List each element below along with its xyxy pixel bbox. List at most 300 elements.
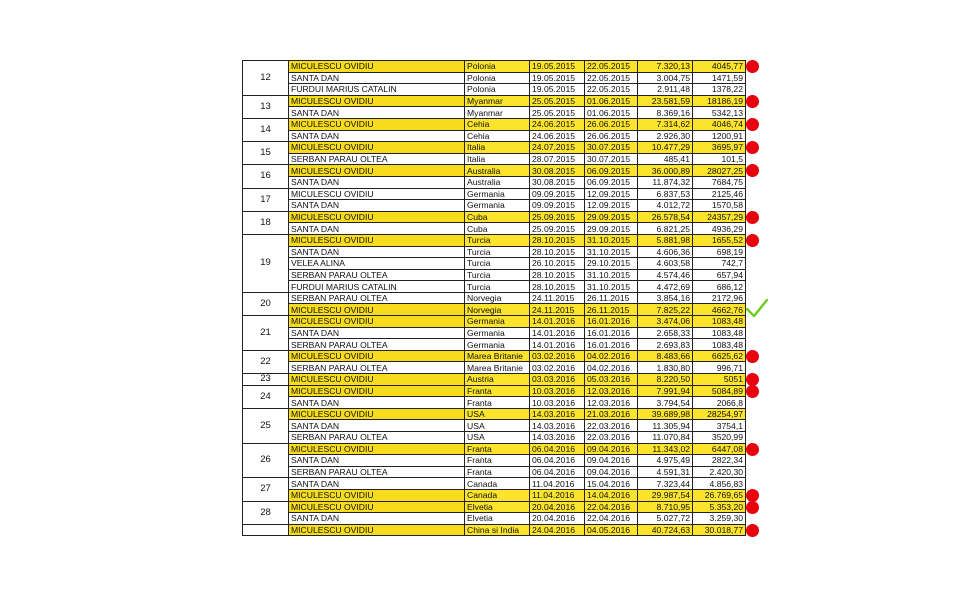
country-cell: Marea Britanie — [465, 362, 530, 374]
group-number: 20 — [243, 292, 289, 315]
red-dot-mark — [746, 373, 759, 386]
date-to-cell: 31.10.2015 — [585, 281, 638, 293]
person-name-cell: SANTA DAN — [289, 200, 465, 212]
date-to-cell: 09.04.2016 — [585, 455, 638, 467]
date-to-cell: 16.01.2016 — [585, 339, 638, 351]
person-name-cell: SERBAN PARAU OLTEA — [289, 362, 465, 374]
person-name-cell: MICULESCU OVIDIU — [289, 95, 465, 107]
table-row — [243, 362, 746, 374]
person-name-cell: MICULESCU OVIDIU — [289, 304, 465, 316]
amount-total-cell: 8.220,50 — [638, 374, 693, 386]
amount-diurna-cell: 4662,76 — [693, 304, 746, 316]
table-row — [243, 72, 746, 84]
country-cell: Austria — [465, 374, 530, 386]
date-from-cell: 30.08.2015 — [530, 176, 585, 188]
date-from-cell: 06.04.2016 — [530, 466, 585, 478]
amount-total-cell: 2.693,83 — [638, 339, 693, 351]
red-dot-mark — [746, 524, 759, 537]
country-cell: Franta — [465, 466, 530, 478]
amount-diurna-cell: 5.353,20 — [693, 501, 746, 513]
date-from-cell: 24.07.2015 — [530, 142, 585, 154]
date-from-cell: 19.05.2015 — [530, 84, 585, 96]
amount-diurna-cell: 7684,75 — [693, 176, 746, 188]
date-from-cell: 19.05.2015 — [530, 61, 585, 73]
date-to-cell: 22.05.2015 — [585, 72, 638, 84]
table-row — [243, 84, 746, 96]
table-row — [243, 107, 746, 119]
table-row — [243, 304, 746, 316]
group-number: 14 — [243, 118, 289, 141]
amount-total-cell: 7.991,94 — [638, 385, 693, 397]
date-from-cell: 06.04.2016 — [530, 455, 585, 467]
amount-diurna-cell: 4936,29 — [693, 223, 746, 235]
person-name-cell: SERBAN PARAU OLTEA — [289, 466, 465, 478]
amount-diurna-cell: 3.259,30 — [693, 513, 746, 525]
date-to-cell: 31.10.2015 — [585, 269, 638, 281]
table-row — [243, 432, 746, 444]
person-name-cell: SANTA DAN — [289, 176, 465, 188]
person-name-cell: SANTA DAN — [289, 513, 465, 525]
person-name-cell: SANTA DAN — [289, 455, 465, 467]
person-name-cell: SERBAN PARAU OLTEA — [289, 153, 465, 165]
amount-total-cell: 485,41 — [638, 153, 693, 165]
amount-total-cell: 8.369,16 — [638, 107, 693, 119]
amount-diurna-cell: 742,7 — [693, 258, 746, 270]
group-number: 22 — [243, 350, 289, 373]
amount-total-cell: 4.606,36 — [638, 246, 693, 258]
table-row — [243, 316, 746, 328]
date-to-cell: 04.02.2016 — [585, 350, 638, 362]
amount-total-cell: 3.474,06 — [638, 316, 693, 328]
date-to-cell: 14.04.2016 — [585, 489, 638, 501]
country-cell: Italia — [465, 142, 530, 154]
amount-diurna-cell: 4046,74 — [693, 118, 746, 130]
person-name-cell: SANTA DAN — [289, 246, 465, 258]
amount-total-cell: 4.975,49 — [638, 455, 693, 467]
date-from-cell: 03.02.2016 — [530, 362, 585, 374]
group-number: 15 — [243, 142, 289, 165]
group-number: 21 — [243, 316, 289, 351]
red-dot-mark — [746, 385, 759, 398]
country-cell: Turcia — [465, 281, 530, 293]
amount-total-cell: 10.477,29 — [638, 142, 693, 154]
country-cell: Turcia — [465, 234, 530, 246]
table-row — [243, 223, 746, 235]
country-cell: Italia — [465, 153, 530, 165]
travel-expenses-table — [242, 60, 746, 536]
amount-diurna-cell: 28254,97 — [693, 408, 746, 420]
amount-diurna-cell: 30.018,77 — [693, 524, 746, 536]
amount-diurna-cell: 18186,19 — [693, 95, 746, 107]
table-row — [243, 327, 746, 339]
person-name-cell: MICULESCU OVIDIU — [289, 524, 465, 536]
amount-diurna-cell: 28027,25 — [693, 165, 746, 177]
table-row — [243, 246, 746, 258]
person-name-cell: MICULESCU OVIDIU — [289, 385, 465, 397]
person-name-cell: MICULESCU OVIDIU — [289, 408, 465, 420]
date-from-cell: 24.11.2015 — [530, 292, 585, 304]
date-from-cell: 25.09.2015 — [530, 223, 585, 235]
amount-total-cell: 3.794,54 — [638, 397, 693, 409]
amount-diurna-cell: 1200,91 — [693, 130, 746, 142]
date-to-cell: 16.01.2016 — [585, 316, 638, 328]
date-from-cell: 24.06.2015 — [530, 130, 585, 142]
date-from-cell: 09.09.2015 — [530, 188, 585, 200]
date-to-cell: 21.03.2016 — [585, 408, 638, 420]
date-from-cell: 25.09.2015 — [530, 211, 585, 223]
amount-diurna-cell: 1570,58 — [693, 200, 746, 212]
date-from-cell: 14.01.2016 — [530, 327, 585, 339]
date-to-cell: 09.04.2016 — [585, 443, 638, 455]
amount-total-cell: 36.000,89 — [638, 165, 693, 177]
country-cell: Germania — [465, 327, 530, 339]
country-cell: USA — [465, 432, 530, 444]
amount-total-cell: 29.987,54 — [638, 489, 693, 501]
table-row — [243, 420, 746, 432]
amount-diurna-cell: 24357,29 — [693, 211, 746, 223]
date-to-cell: 01.06.2015 — [585, 95, 638, 107]
group-number: 25 — [243, 408, 289, 443]
red-dot-mark — [746, 350, 759, 363]
date-from-cell: 26.10.2015 — [530, 258, 585, 270]
amount-total-cell: 11.343,02 — [638, 443, 693, 455]
group-number: 24 — [243, 385, 289, 408]
amount-diurna-cell: 4045,77 — [693, 61, 746, 73]
amount-diurna-cell: 3695,97 — [693, 142, 746, 154]
table-row — [243, 130, 746, 142]
amount-diurna-cell: 5051 — [693, 374, 746, 386]
country-cell: Marea Britanie — [465, 350, 530, 362]
red-dot-mark — [746, 234, 759, 247]
person-name-cell: FURDUI MARIUS CATALIN — [289, 84, 465, 96]
table-row — [243, 443, 746, 455]
table-row — [243, 339, 746, 351]
date-to-cell: 26.11.2015 — [585, 304, 638, 316]
table-row — [243, 176, 746, 188]
table-row — [243, 269, 746, 281]
person-name-cell: SERBAN PARAU OLTEA — [289, 339, 465, 351]
person-name-cell: MICULESCU OVIDIU — [289, 316, 465, 328]
red-dot-mark — [746, 141, 759, 154]
date-to-cell: 04.05.2016 — [585, 524, 638, 536]
date-to-cell: 22.05.2015 — [585, 84, 638, 96]
date-from-cell: 11.04.2016 — [530, 478, 585, 490]
table-row — [243, 489, 746, 501]
person-name-cell: MICULESCU OVIDIU — [289, 61, 465, 73]
table-row — [243, 61, 746, 73]
amount-diurna-cell: 698,19 — [693, 246, 746, 258]
date-to-cell: 30.07.2015 — [585, 142, 638, 154]
country-cell: Cuba — [465, 223, 530, 235]
date-to-cell: 12.09.2015 — [585, 200, 638, 212]
country-cell: Polonia — [465, 84, 530, 96]
date-to-cell: 12.09.2015 — [585, 188, 638, 200]
amount-total-cell: 8.483,66 — [638, 350, 693, 362]
red-dot-mark — [746, 164, 759, 177]
amount-diurna-cell: 6447,08 — [693, 443, 746, 455]
table-row — [243, 397, 746, 409]
date-to-cell: 29.09.2015 — [585, 211, 638, 223]
date-to-cell: 06.09.2015 — [585, 165, 638, 177]
date-from-cell: 20.04.2016 — [530, 513, 585, 525]
date-from-cell: 11.04.2016 — [530, 489, 585, 501]
country-cell: Franta — [465, 385, 530, 397]
date-to-cell: 04.02.2016 — [585, 362, 638, 374]
country-cell: Elvetia — [465, 513, 530, 525]
date-from-cell: 24.06.2015 — [530, 118, 585, 130]
date-to-cell: 22.04.2016 — [585, 501, 638, 513]
red-dot-mark — [746, 211, 759, 224]
date-to-cell: 30.07.2015 — [585, 153, 638, 165]
group-number: 16 — [243, 165, 289, 188]
date-to-cell: 15.04.2016 — [585, 478, 638, 490]
date-from-cell: 14.01.2016 — [530, 339, 585, 351]
group-number: 19 — [243, 234, 289, 292]
amount-total-cell: 4.603,58 — [638, 258, 693, 270]
date-to-cell: 22.03.2016 — [585, 432, 638, 444]
table-row — [243, 153, 746, 165]
table-row — [243, 281, 746, 293]
group-number: 13 — [243, 95, 289, 118]
table-row — [243, 455, 746, 467]
amount-diurna-cell: 101,5 — [693, 153, 746, 165]
date-to-cell: 29.10.2015 — [585, 258, 638, 270]
group-number: 23 — [243, 374, 289, 386]
amount-total-cell: 5.027,72 — [638, 513, 693, 525]
date-from-cell: 14.01.2016 — [530, 316, 585, 328]
country-cell: Canada — [465, 489, 530, 501]
amount-diurna-cell: 1083,48 — [693, 339, 746, 351]
amount-diurna-cell: 2125,46 — [693, 188, 746, 200]
person-name-cell: SANTA DAN — [289, 107, 465, 119]
table-row — [243, 95, 746, 107]
person-name-cell: MICULESCU OVIDIU — [289, 234, 465, 246]
date-from-cell: 28.10.2015 — [530, 281, 585, 293]
amount-total-cell: 5.881,98 — [638, 234, 693, 246]
country-cell: Germania — [465, 200, 530, 212]
date-from-cell: 10.03.2016 — [530, 397, 585, 409]
amount-diurna-cell: 1655,52 — [693, 234, 746, 246]
person-name-cell: MICULESCU OVIDIU — [289, 142, 465, 154]
amount-total-cell: 3.854,16 — [638, 292, 693, 304]
person-name-cell: MICULESCU OVIDIU — [289, 350, 465, 362]
country-cell: Germania — [465, 339, 530, 351]
amount-total-cell: 6.821,25 — [638, 223, 693, 235]
table-row — [243, 374, 746, 386]
country-cell: Norvegia — [465, 304, 530, 316]
person-name-cell: MICULESCU OVIDIU — [289, 501, 465, 513]
amount-total-cell: 26.578,54 — [638, 211, 693, 223]
amount-diurna-cell: 3520,99 — [693, 432, 746, 444]
person-name-cell: VELEA ALINA — [289, 258, 465, 270]
red-dot-mark — [746, 501, 759, 514]
amount-diurna-cell: 1083,48 — [693, 316, 746, 328]
amount-total-cell: 7.320,13 — [638, 61, 693, 73]
amount-diurna-cell: 2172,96 — [693, 292, 746, 304]
country-cell: Turcia — [465, 269, 530, 281]
amount-diurna-cell: 4.856,83 — [693, 478, 746, 490]
group-number: 18 — [243, 211, 289, 234]
red-dot-mark — [746, 118, 759, 131]
country-cell: USA — [465, 420, 530, 432]
country-cell: Norvegia — [465, 292, 530, 304]
group-number — [243, 524, 289, 536]
red-dot-mark — [746, 60, 759, 73]
amount-diurna-cell: 686,12 — [693, 281, 746, 293]
country-cell: Turcia — [465, 246, 530, 258]
date-from-cell: 14.03.2016 — [530, 408, 585, 420]
date-from-cell: 09.09.2015 — [530, 200, 585, 212]
table-row — [243, 188, 746, 200]
date-to-cell: 26.06.2015 — [585, 118, 638, 130]
date-to-cell: 12.03.2016 — [585, 397, 638, 409]
date-from-cell: 14.03.2016 — [530, 432, 585, 444]
red-dot-mark — [746, 443, 759, 456]
country-cell: USA — [465, 408, 530, 420]
amount-total-cell: 4.012,72 — [638, 200, 693, 212]
date-to-cell: 09.04.2016 — [585, 466, 638, 478]
table-row — [243, 513, 746, 525]
amount-diurna-cell: 3754,1 — [693, 420, 746, 432]
person-name-cell: MICULESCU OVIDIU — [289, 374, 465, 386]
table-row — [243, 292, 746, 304]
country-cell: China si India — [465, 524, 530, 536]
amount-total-cell: 7.314,62 — [638, 118, 693, 130]
person-name-cell: MICULESCU OVIDIU — [289, 489, 465, 501]
date-to-cell: 22.03.2016 — [585, 420, 638, 432]
amount-total-cell: 2.926,30 — [638, 130, 693, 142]
amount-diurna-cell: 996,71 — [693, 362, 746, 374]
table-row — [243, 350, 746, 362]
date-to-cell: 01.06.2015 — [585, 107, 638, 119]
date-from-cell: 19.05.2015 — [530, 72, 585, 84]
group-number: 28 — [243, 501, 289, 524]
country-cell: Franta — [465, 455, 530, 467]
table-row — [243, 142, 746, 154]
date-to-cell: 26.11.2015 — [585, 292, 638, 304]
person-name-cell: MICULESCU OVIDIU — [289, 188, 465, 200]
person-name-cell: SERBAN PARAU OLTEA — [289, 292, 465, 304]
country-cell: Cehia — [465, 118, 530, 130]
group-number: 26 — [243, 443, 289, 478]
amount-diurna-cell: 1083,48 — [693, 327, 746, 339]
country-cell: Myanmar — [465, 95, 530, 107]
amount-total-cell: 8.710,95 — [638, 501, 693, 513]
person-name-cell: SANTA DAN — [289, 72, 465, 84]
person-name-cell: SANTA DAN — [289, 478, 465, 490]
table-row — [243, 118, 746, 130]
country-cell: Germania — [465, 316, 530, 328]
person-name-cell: SANTA DAN — [289, 327, 465, 339]
person-name-cell: MICULESCU OVIDIU — [289, 165, 465, 177]
amount-total-cell: 4.472,69 — [638, 281, 693, 293]
date-from-cell: 06.04.2016 — [530, 443, 585, 455]
date-to-cell: 29.09.2015 — [585, 223, 638, 235]
date-from-cell: 28.10.2015 — [530, 234, 585, 246]
person-name-cell: FURDUI MARIUS CATALIN — [289, 281, 465, 293]
date-from-cell: 28.10.2015 — [530, 269, 585, 281]
table-row — [243, 200, 746, 212]
red-dot-mark — [746, 489, 759, 502]
country-cell: Myanmar — [465, 107, 530, 119]
table-row — [243, 478, 746, 490]
date-from-cell: 28.07.2015 — [530, 153, 585, 165]
person-name-cell: SERBAN PARAU OLTEA — [289, 432, 465, 444]
date-from-cell: 20.04.2016 — [530, 501, 585, 513]
country-cell: Polonia — [465, 61, 530, 73]
person-name-cell: SANTA DAN — [289, 420, 465, 432]
date-to-cell: 22.05.2015 — [585, 61, 638, 73]
amount-total-cell: 23.581,59 — [638, 95, 693, 107]
person-name-cell: MICULESCU OVIDIU — [289, 118, 465, 130]
date-from-cell: 24.11.2015 — [530, 304, 585, 316]
amount-diurna-cell: 26.769,65 — [693, 489, 746, 501]
table-row — [243, 408, 746, 420]
person-name-cell: MICULESCU OVIDIU — [289, 443, 465, 455]
date-to-cell: 12.03.2016 — [585, 385, 638, 397]
amount-total-cell: 11.874,32 — [638, 176, 693, 188]
table-row — [243, 385, 746, 397]
table-row — [243, 258, 746, 270]
amount-total-cell: 1.830,80 — [638, 362, 693, 374]
table-row — [243, 466, 746, 478]
amount-total-cell: 11.305,94 — [638, 420, 693, 432]
country-cell: Turcia — [465, 258, 530, 270]
date-from-cell: 03.03.2016 — [530, 374, 585, 386]
date-from-cell: 25.05.2015 — [530, 95, 585, 107]
group-number: 17 — [243, 188, 289, 211]
amount-diurna-cell: 5084,89 — [693, 385, 746, 397]
amount-total-cell: 7.825,22 — [638, 304, 693, 316]
date-to-cell: 05.03.2016 — [585, 374, 638, 386]
person-name-cell: SANTA DAN — [289, 130, 465, 142]
amount-diurna-cell: 2.420,30 — [693, 466, 746, 478]
table-row — [243, 501, 746, 513]
checkmark-icon — [745, 297, 769, 319]
country-cell: Australia — [465, 176, 530, 188]
country-cell: Cehia — [465, 130, 530, 142]
table-row — [243, 524, 746, 536]
amount-total-cell: 4.574,46 — [638, 269, 693, 281]
amount-diurna-cell: 1471,59 — [693, 72, 746, 84]
country-cell: Franta — [465, 397, 530, 409]
amount-diurna-cell: 6625,62 — [693, 350, 746, 362]
date-to-cell: 31.10.2015 — [585, 246, 638, 258]
group-number: 27 — [243, 478, 289, 501]
red-dot-mark — [746, 95, 759, 108]
table-row — [243, 211, 746, 223]
amount-total-cell: 2.658,33 — [638, 327, 693, 339]
date-to-cell: 31.10.2015 — [585, 234, 638, 246]
country-cell: Franta — [465, 443, 530, 455]
table-row — [243, 234, 746, 246]
date-from-cell: 25.05.2015 — [530, 107, 585, 119]
person-name-cell: MICULESCU OVIDIU — [289, 211, 465, 223]
country-cell: Germania — [465, 188, 530, 200]
date-to-cell: 06.09.2015 — [585, 176, 638, 188]
date-to-cell: 26.06.2015 — [585, 130, 638, 142]
amount-diurna-cell: 657,94 — [693, 269, 746, 281]
amount-total-cell: 4.591,31 — [638, 466, 693, 478]
date-from-cell: 10.03.2016 — [530, 385, 585, 397]
amount-total-cell: 39.689,98 — [638, 408, 693, 420]
amount-total-cell: 2.911,48 — [638, 84, 693, 96]
amount-total-cell: 40.724,63 — [638, 524, 693, 536]
amount-total-cell: 11.070,84 — [638, 432, 693, 444]
amount-diurna-cell: 2066,8 — [693, 397, 746, 409]
country-cell: Cuba — [465, 211, 530, 223]
country-cell: Polonia — [465, 72, 530, 84]
